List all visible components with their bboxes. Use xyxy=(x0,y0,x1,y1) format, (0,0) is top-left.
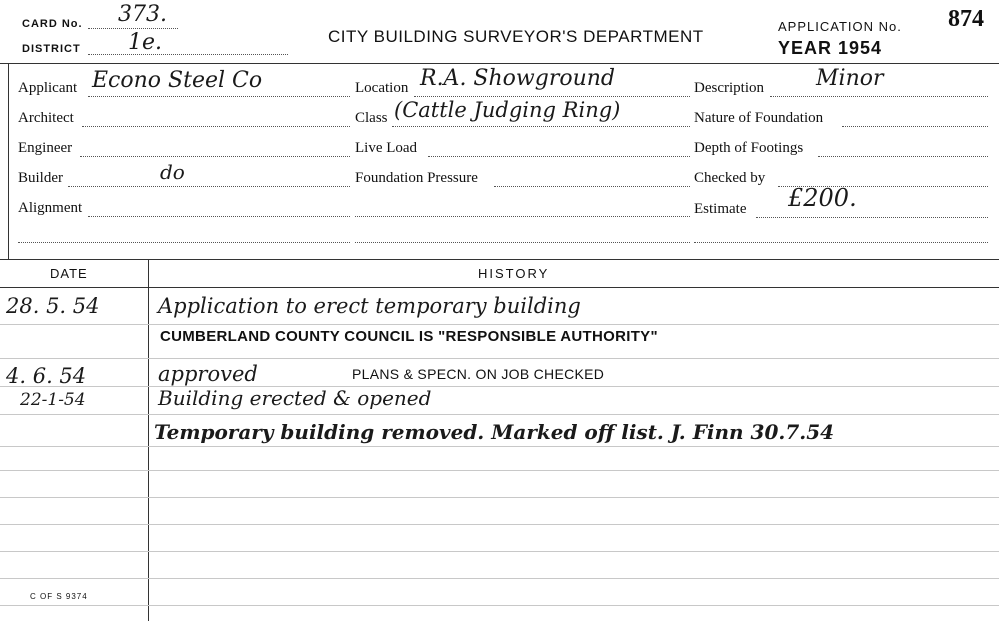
applicant-line xyxy=(88,96,350,97)
district-label: DISTRICT xyxy=(22,43,81,55)
history-header: HISTORY xyxy=(478,266,550,281)
entry-5-text: Temporary building removed. Marked off list. J. Finn 30.7.54 xyxy=(154,420,835,444)
engineer-line xyxy=(80,156,350,157)
entry-3-date: 4. 6. 54 xyxy=(6,364,87,388)
extra-line-right xyxy=(694,242,988,243)
ruled-line xyxy=(0,358,999,359)
estimate-line xyxy=(756,217,988,218)
estimate-value: £200. xyxy=(788,184,857,212)
box-left-border xyxy=(8,63,9,259)
card-no-line xyxy=(88,28,178,29)
history-top-border xyxy=(0,259,999,260)
builder-line xyxy=(68,186,350,187)
ruled-line xyxy=(0,524,999,525)
box-top-border xyxy=(0,63,999,64)
form-code: C OF S 9374 xyxy=(30,592,88,601)
extra-line-left xyxy=(18,242,350,243)
entry-4-date: 22-1-54 xyxy=(20,390,86,410)
live-load-line xyxy=(428,156,690,157)
application-number: 874 xyxy=(948,6,984,32)
ruled-line xyxy=(0,578,999,579)
extra-line-middle-1 xyxy=(355,216,690,217)
foundation-pressure-label: Foundation Pressure xyxy=(355,170,478,186)
date-column-divider xyxy=(148,259,149,621)
live-load-label: Live Load xyxy=(355,140,418,156)
depth-of-footings-line xyxy=(818,156,988,157)
entry-1-text: Application to erect temporary building xyxy=(158,294,581,318)
class-line xyxy=(392,126,690,127)
department-title: CITY BUILDING SURVEYOR'S DEPARTMENT xyxy=(328,27,704,46)
entry-3-stamp: PLANS & SPECN. ON JOB CHECKED xyxy=(352,366,605,382)
nature-of-foundation-line xyxy=(842,126,988,127)
location-value: R.A. Showground xyxy=(420,66,616,91)
ruled-line xyxy=(0,386,999,387)
foundation-pressure-line xyxy=(494,186,690,187)
ruled-line xyxy=(0,446,999,447)
alignment-line xyxy=(88,216,350,217)
ruled-line xyxy=(0,551,999,552)
applicant-value: Econo Steel Co xyxy=(92,68,263,93)
application-label: APPLICATION No. xyxy=(778,19,902,34)
date-header: DATE xyxy=(50,266,88,281)
applicant-label: Applicant xyxy=(18,80,78,96)
description-label: Description xyxy=(694,80,764,96)
history-header-rule xyxy=(0,287,999,288)
entry-4-text: Building erected & opened xyxy=(158,386,432,410)
entry-3-text: approved xyxy=(158,362,258,386)
estimate-label: Estimate xyxy=(694,201,747,217)
checked-by-label: Checked by xyxy=(694,170,766,186)
class-label: Class xyxy=(355,110,388,126)
location-label: Location xyxy=(355,80,409,96)
ruled-line xyxy=(0,497,999,498)
entry-1-date: 28. 5. 54 xyxy=(6,294,100,318)
builder-value: do xyxy=(160,160,185,184)
card-no-value: 373. xyxy=(118,2,167,27)
builder-label: Builder xyxy=(18,170,63,186)
year-label: YEAR 1954 xyxy=(778,38,883,58)
description-value: Minor xyxy=(816,66,884,91)
ruled-line xyxy=(0,470,999,471)
nature-of-foundation-label: Nature of Foundation xyxy=(694,110,824,126)
district-value: 1e. xyxy=(128,30,163,55)
depth-of-footings-label: Depth of Footings xyxy=(694,140,804,156)
ruled-line xyxy=(0,324,999,325)
ruled-line xyxy=(0,414,999,415)
engineer-label: Engineer xyxy=(18,140,73,156)
architect-label: Architect xyxy=(18,110,74,126)
location-line xyxy=(414,96,690,97)
card-no-label: CARD No. xyxy=(22,18,83,30)
extra-line-middle-2 xyxy=(355,242,690,243)
description-line xyxy=(770,96,988,97)
alignment-label: Alignment xyxy=(18,200,83,216)
class-value: (Cattle Judging Ring) xyxy=(394,98,621,122)
ruled-line xyxy=(0,605,999,606)
architect-line xyxy=(82,126,350,127)
entry-2-text: CUMBERLAND COUNTY COUNCIL IS "RESPONSIBLE AUTHORITY" xyxy=(160,328,658,345)
district-line xyxy=(88,54,288,55)
